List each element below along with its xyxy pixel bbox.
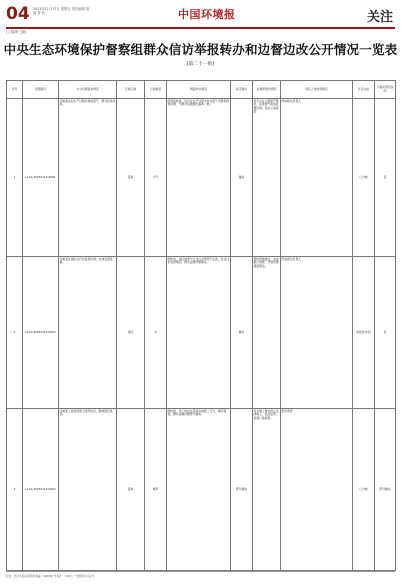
cell-action: 责令企业立即停产整改，完善废气收集处理设施，依法立案查处。 — [253, 99, 281, 257]
cell-issue: 反映某区域生活污水直排河道，水体发黑发臭。 — [59, 257, 117, 409]
col-header: 调查核实情况 — [167, 81, 231, 99]
cell-is-true: 属实 — [231, 99, 253, 257]
cell-area: 某县 — [117, 99, 145, 257]
cell-action: 加快管网建设，完成截污纳管，开展河道清淤整治。 — [253, 257, 281, 409]
cell-finding: 经现场核查，该企业生产过程中存在废气无组织排放问题，与群众反映情况基本一致。 — [167, 99, 231, 257]
table-row — [7, 99, 396, 257]
continued-tag: (上接第三版) — [6, 30, 27, 34]
cell-issue: 反映某工地夜间施工噪声扰民，影响居民休息。 — [59, 409, 117, 571]
cell-is-true: 属实 — [231, 257, 253, 409]
article-title: 中央生态环境保护督察组群众信访举报转办和边督边改公开情况一览表 — [3, 42, 398, 57]
cell-action: 责令施工单位停止夜间施工，依法处罚，加强日常监管。 — [253, 409, 281, 571]
header-rule — [6, 27, 395, 29]
article-subtitle: (第二十一批) — [186, 62, 215, 67]
col-header: 处理和整改情况 — [253, 81, 281, 99]
col-header: 序号 — [7, 81, 23, 99]
cell-is-true: 部分属实 — [231, 409, 253, 571]
cell-type: 噪声 — [145, 409, 167, 571]
cell-no: 2 — [7, 257, 23, 409]
col-header: 责任人被处理情况 — [281, 81, 353, 99]
cell-accountable: 批评教育 — [281, 409, 353, 571]
col-header: 交办问题基本情况 — [59, 81, 117, 99]
page-footer: 社址：北京市某区某街道 邮编：100000 零售价：1.00元 广告经营许可证号 — [6, 571, 395, 578]
cell-finding: 经核查，该区域部分生活污水管网不完善，存在污水直排情况，群众反映问题属实。 — [167, 257, 231, 409]
col-header: 受理编号 — [23, 81, 59, 99]
cell-area: 某市 — [117, 409, 145, 571]
cell-note: 部分属实 — [375, 409, 396, 571]
cell-no: 1 — [7, 99, 23, 257]
cell-accountable: 约谈相关负责人 — [281, 99, 353, 257]
col-header: 行政区域 — [117, 81, 145, 99]
col-header: 是否完成 — [353, 81, 375, 99]
cell-issue: 反映某企业生产过程中排放废气，群众投诉较多。 — [59, 99, 117, 257]
cell-no: 3 — [7, 409, 23, 571]
cell-done: 阶段性办结 — [353, 257, 375, 409]
cell-type: 水 — [145, 257, 167, 409]
table-row — [7, 409, 396, 571]
cell-done: 已办结 — [353, 409, 375, 571]
col-header: 污染类型 — [145, 81, 167, 99]
page-header — [0, 0, 401, 34]
cell-type: 大气 — [145, 99, 167, 257]
table-row — [7, 257, 396, 409]
col-header: 是否属实 — [231, 81, 253, 99]
cell-finding: 经核查，该工地存在夜间违规施工行为，噪声超标，群众反映问题部分属实。 — [167, 409, 231, 571]
cell-area: 某区 — [117, 257, 145, 409]
masthead-logo: 中国环境报 — [178, 8, 236, 21]
cell-id: LJ-XX-20231115-0003 — [23, 409, 59, 571]
cell-note: 是 — [375, 257, 396, 409]
page-number: 04 — [6, 4, 30, 24]
section-title: 关注 — [366, 10, 393, 25]
table-header-row — [7, 81, 396, 99]
complaint-table — [6, 80, 396, 571]
cell-done: 已办结 — [353, 99, 375, 257]
cell-id: LJ-XX-20231115-0001 — [23, 99, 59, 257]
cell-id: LJ-XX-20231115-0002 — [23, 257, 59, 409]
cell-accountable: 约谈相关负责人 — [281, 257, 353, 409]
cell-note: 是 — [375, 99, 396, 257]
col-header: 不属实情况说明 — [375, 81, 396, 99]
issue-meta: 2023年11月17日 星期五 责任编辑 版 面 校 读 — [33, 7, 90, 16]
